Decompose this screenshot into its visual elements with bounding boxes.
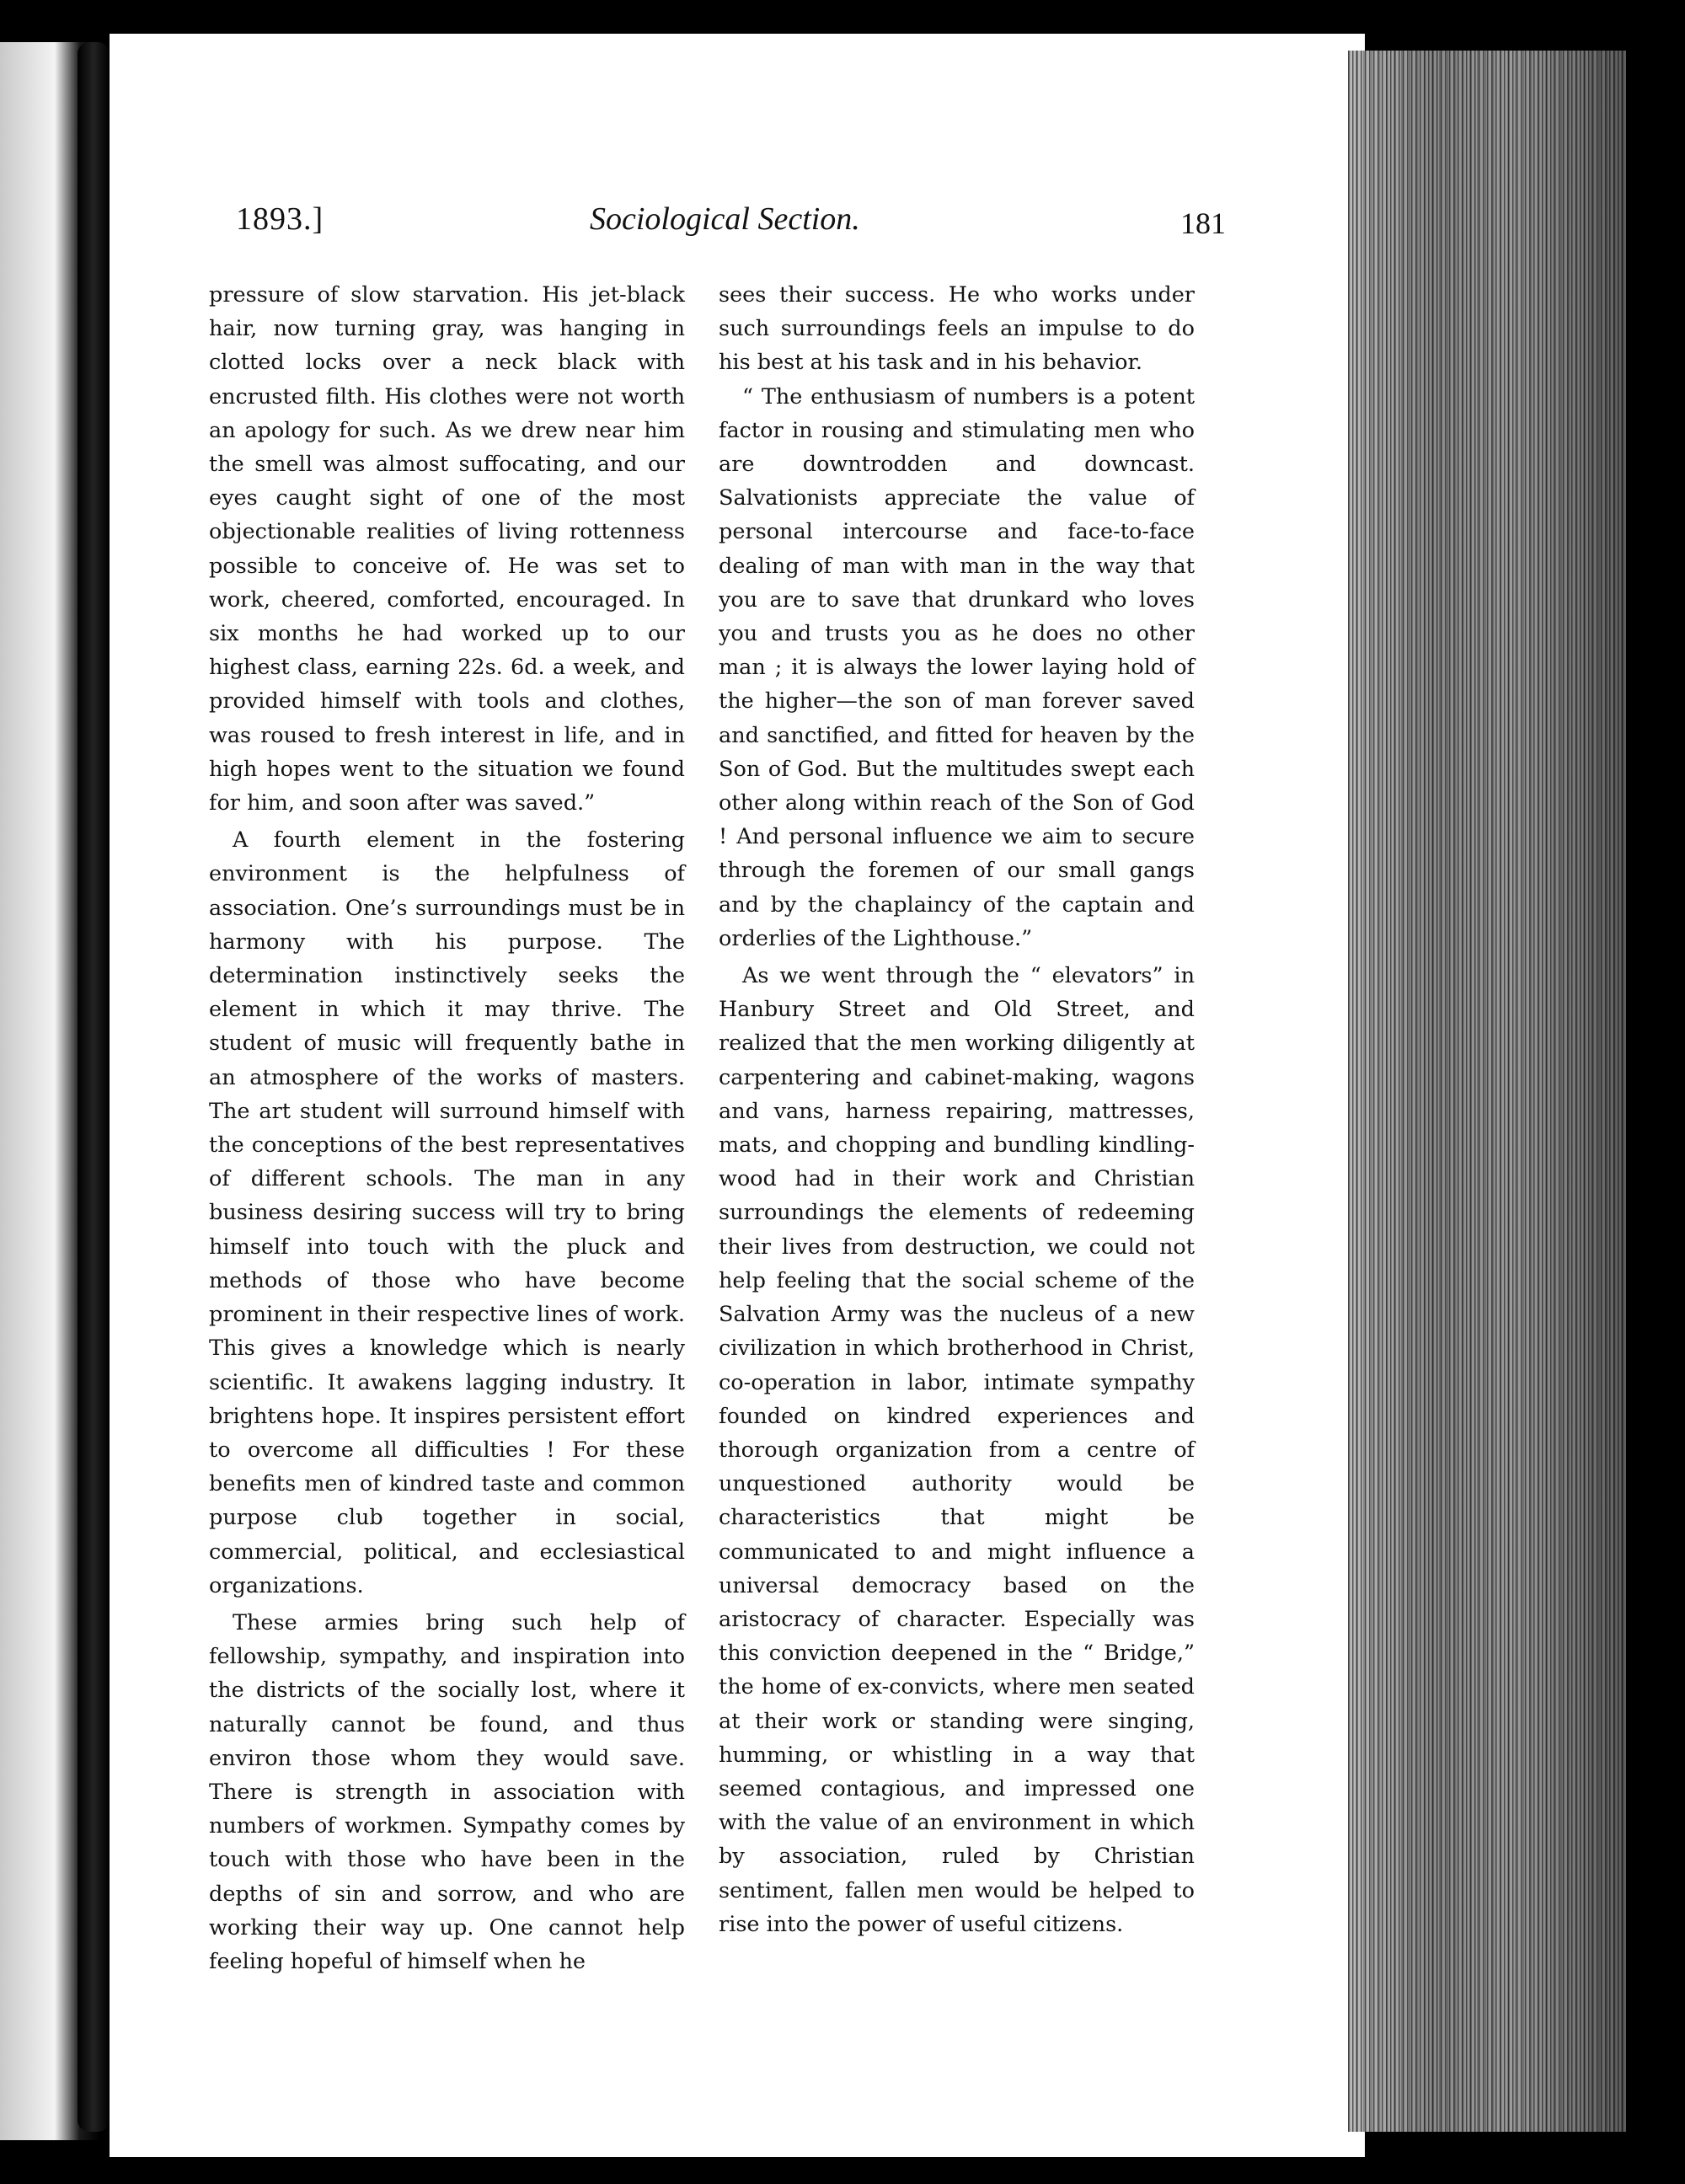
running-header <box>236 194 1226 253</box>
header-section-title: Sociological Section. <box>590 201 860 237</box>
page-fore-edge <box>1348 51 1626 2132</box>
paragraph: pressure of slow starvation. His jet-black hair, now turning gray, was hanging in clotted locks over a neck black with encrusted filth. His clothes were not worth an apology for such. As we drew near him the smell was almost suffocating, and our eyes caught sight of one of the most objectionable realities of living rottenness possible to conceive of. He was set to work, cheered, comforted, encouraged. In six months he had worked up to our highest class, earning 22s. 6d. a week, and provided himself with tools and clothes, was roused to fresh interest in life, and in high hopes went to the situation we found for him, and soon after was saved.” <box>209 282 685 816</box>
scan-border <box>1626 51 1685 2132</box>
paragraph: As we went through the “ elevators” in Hanbury Street and Old Street, and realized that the men working diligently at carpentering and cabinet-making, wagons and vans, harness repairing, mattresses, mats, and chopping and bundling kindling-wood had in their work and Christian surroundings the elements of redeeming their lives from destruction, we could not help feeling that the social scheme of the Salvation Army was the nucleus of a new civilization in which brotherhood in Christ, co-operation in labor, intimate sympathy founded on kindred experiences and thorough organization from a centre of unquestioned authority would be characteristics that might be communicated to and might influence a universal democracy based on the aristocracy of character. Especially was this conviction deepened in the “ Bridge,” the home of ex-convicts, where men seated at their work or standing were singing, humming, or whistling in a way that seemed contagious, and impressed one with the value of an environment in which by association, ruled by Christian sentiment, fallen men would be helped to rise into the power of useful citizens. <box>719 963 1195 1937</box>
paragraph: sees their success. He who works under such surroundings feels an impulse to do his best at his task and in his behavior. <box>719 282 1195 376</box>
paragraph: A fourth element in the fostering environment is the helpfulness of association. One’s surroundings must be in harmony with his purpose. The determination instinctively seeks the element in which it may thrive. The student of music will frequently bathe in an atmosphere of the works of masters. The art student will surround himself with the conceptions of the best representatives of different schools. The man in any business desiring success will try to bring himself into touch with the pluck and methods of those who have become prominent in their respective lines of work. This gives a knowledge which is nearly scientific. It awakens lagging industry. It brightens hope. It inspires persistent effort to overcome all difficulties ! For these benefits men of kindred taste and common purpose club together in social, commercial, political, and ecclesiastical organizations. <box>209 827 685 1598</box>
header-year: 1893.] <box>236 201 324 237</box>
paragraph: These armies bring such help of fellowship, sympathy, and inspiration into the districts of the socially lost, where it naturally cannot be found, and thus environ those whom they would save. There is strength in association with numbers of workmen. Sympathy comes by touch with those who have been in the depths of sin and sorrow, and who are working their way up. One cannot help feeling hopeful of himself when he <box>209 1609 685 1974</box>
right-text-column <box>719 278 1195 1941</box>
page-number: 181 <box>1180 206 1226 240</box>
paragraph: “ The enthusiasm of numbers is a potent factor in rousing and stimulating men who are downtrodden and downcast. Salvationists appreciate the value of personal intercourse and face-to-face dealing of man with man in the way that you are to save that drunkard who loves you and trusts you as he does no other man ; it is always the lower laying hold of the higher—the son of man forever saved and sanctified, and fitted for heaven by the Son of God. But the multitudes swept each other along within reach of the Son of God ! And personal influence we aim to secure through the foremen of our small gangs and by the chaplaincy of the captain and orderlies of the Lighthouse.” <box>719 383 1195 951</box>
book-spine <box>78 42 110 2132</box>
left-text-column <box>209 278 685 1978</box>
